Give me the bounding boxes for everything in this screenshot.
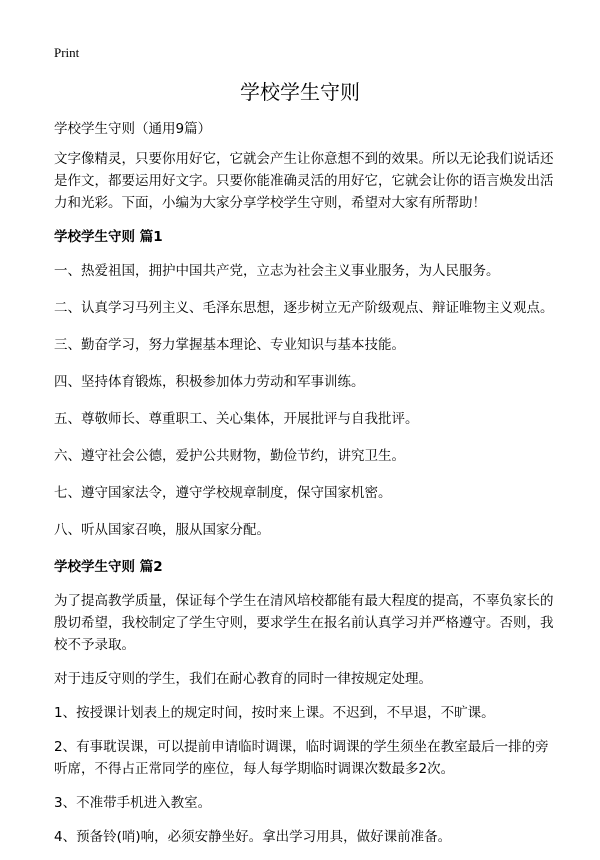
article-subtitle: 学校学生守则（通用9篇） xyxy=(54,121,212,137)
print-link[interactable]: Print xyxy=(54,45,80,60)
rule-item: 4、预备铃(哨)响，必须安静坐好。拿出学习用具，做好课前准备。 xyxy=(54,829,452,845)
section-heading-1: 学校学生守则 篇1 xyxy=(54,229,163,245)
list-item: 一、热爱祖国，拥护中国共产党，立志为社会主义事业服务，为人民服务。 xyxy=(54,263,500,279)
list-item: 三、勤奋学习，努力掌握基本理论、专业知识与基本技能。 xyxy=(54,337,405,353)
page-title: 学校学生守则 xyxy=(240,80,360,104)
list-item: 四、坚持体育锻炼，积极参加体力劳动和军事训练。 xyxy=(54,374,365,390)
intro-paragraph: 文字像精灵，只要你用好它，它就会产生让你意想不到的效果。所以无论我们说话还是作文，都要运用好文字。只要你能准确灵活的用好它，它就会让你的语言焕发出活力和光彩。下面，小编为大家分享学校学生守则，希望对大家有所帮助！ xyxy=(54,151,554,211)
section2-paragraph: 对于违反守则的学生，我们在耐心教育的同时一律按规定处理。 xyxy=(54,671,432,687)
list-item: 六、遵守社会公德，爱护公共财物，勤俭节约，讲究卫生。 xyxy=(54,448,405,464)
section2-paragraph: 为了提高教学质量，保证每个学生在清风培校都能有最大程度的提高，不辜负家长的殷切希望，我校制定了学生守则，要求学生在报名前认真学习并严格遵守。否则，我校不予录取。 xyxy=(54,593,554,653)
rule-item: 3、不准带手机进入教室。 xyxy=(54,795,212,811)
section-heading-2: 学校学生守则 篇2 xyxy=(54,559,163,575)
article-body xyxy=(54,118,554,860)
list-item: 八、听从国家召唤，服从国家分配。 xyxy=(54,522,270,538)
list-item: 七、遵守国家法令，遵守学校规章制度，保守国家机密。 xyxy=(54,485,392,501)
list-item: 五、尊敬师长、尊重职工、关心集体，开展批评与自我批评。 xyxy=(54,411,419,427)
rule-item: 1、按授课计划表上的规定时间，按时来上课。不迟到，不早退，不旷课。 xyxy=(54,705,495,721)
rule-item: 2、有事耽误课，可以提前申请临时调课，临时调课的学生须坐在教室最后一排的旁听席，不得占正常同学的座位，每人每学期临时调课次数最多2次。 xyxy=(54,739,549,777)
list-item: 二、认真学习马列主义、毛泽东思想，逐步树立无产阶级观点、辩证唯物主义观点。 xyxy=(54,300,554,316)
